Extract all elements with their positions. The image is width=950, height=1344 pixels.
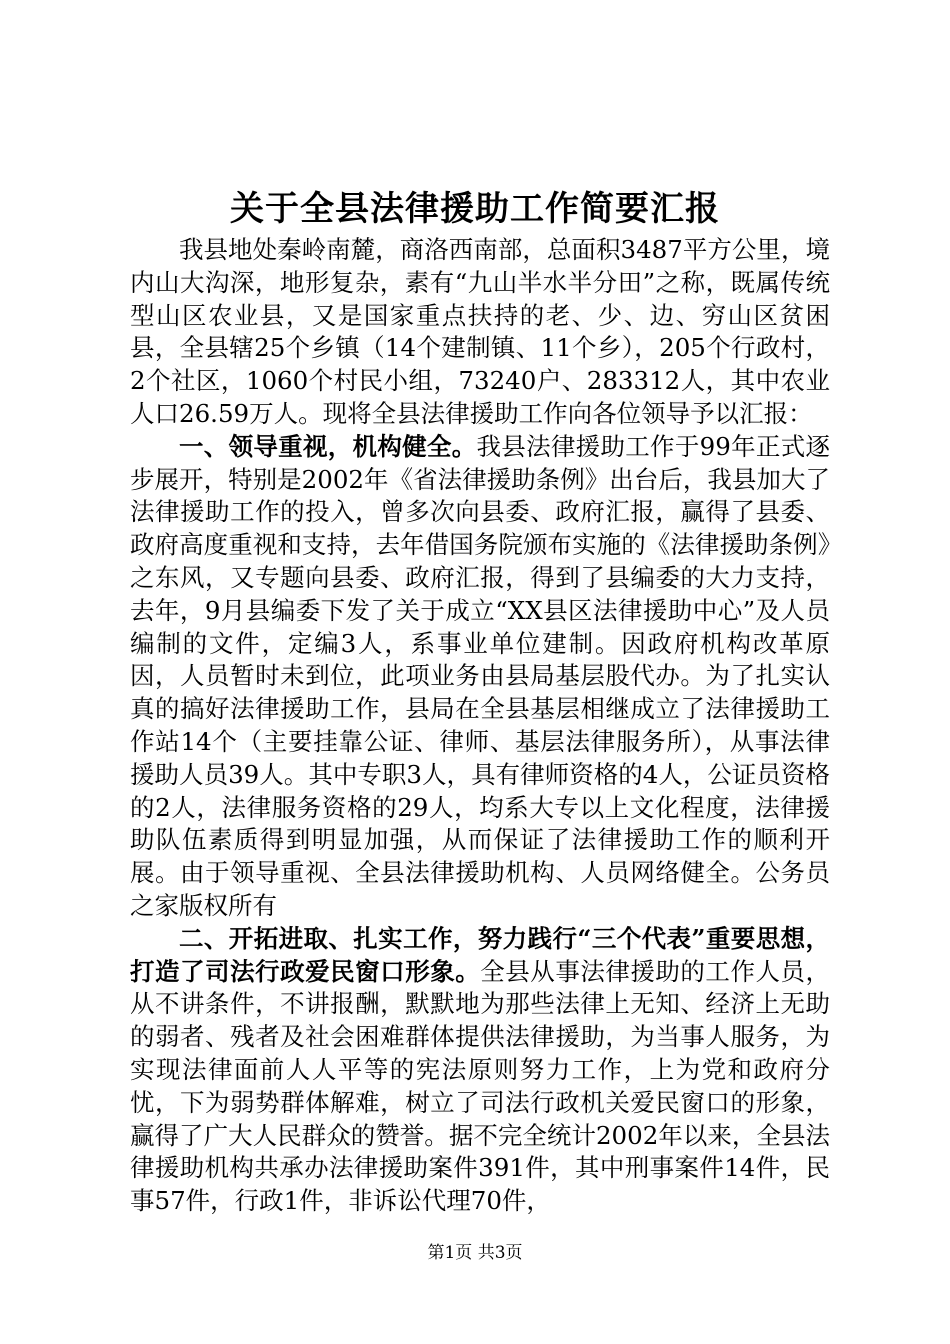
paragraph-text: 我县法律援助工作于99年正式逐步展开，特别是2002年《省法律援助条例》出台后，我县加大了法律援助工作的投入，曾多次向县委、政府汇报，赢得了县委、政府高度重视和支持，去年借国务院颁布实施的《法律援助条例》之东风，又专题向县委、政府汇报，得到了县编委的大力支持，去年，9月县编委下发了关于成立“XX县区法律援助中心”及人员编制的文件，定编3人，系事业单位建制。因政府机构改革原因，人员暂时未到位，此项业务由县局基层股代办。为了扎实认真的搞好法律援助工作，县局在全县基层相继成立了法律援助工作站14个（主要挂靠公证、律师、基层法律服务所），从事法律援助人员39人。其中专职3人，具有律师资格的4人，公证员资格的2人，法律服务资格的29人，均系大专以上文化程度，法律援助队伍素质得到明显加强，从而保证了法律援助工作的顺利开展。由于领导重视、全县法律援助机构、人员网络健全。公务员之家版权所有 bbox=[130, 431, 830, 920]
paragraph-section-1 bbox=[130, 431, 830, 923]
paragraph-text: 全县从事法律援助的工作人员，从不讲条件，不讲报酬，默默地为那些法律上无知、经济上无助的弱者、残者及社会困难群体提供法律援助，为当事人服务，为实现法律面前人人平等的宪法原则努力工作，上为党和政府分忧，下为弱势群体解难，树立了司法行政机关爱民窗口的形象，赢得了广大人民群众的赞誉。据不完全统计2002年以来，全县法律援助机构共承办法律援助案件391件，其中刑事案件14件，民事57件，行政1件，非诉讼代理70件， bbox=[130, 956, 831, 1216]
section-2-heading: 二、开拓进取、扎实工作，努力践行“三个代表”重要思想，打造了司法行政爱民窗口形象。 bbox=[130, 923, 830, 986]
document-title: 关于全县法律援助工作简要汇报 bbox=[230, 189, 720, 229]
paragraph-section-2 bbox=[130, 923, 830, 1218]
document-body bbox=[130, 234, 830, 1218]
page-number: 第1页 共3页 bbox=[427, 1243, 523, 1263]
section-1-heading: 一、领导重视，机构健全。 bbox=[179, 431, 477, 461]
paragraph-text: 我县地处秦岭南麓，商洛西南部，总面积3487平方公里，境内山大沟深，地形复杂，素有“九山半水半分田”之称，既属传统型山区农业县，又是国家重点扶持的老、少、边、穷山区贫困县，全县辖25个乡镇（14个建制镇、11个乡），205个行政村，2个社区，1060个村民小组，73240户、283312人，其中农业人口26.59万人。现将全县法律援助工作向各位领导予以汇报： bbox=[130, 235, 830, 428]
paragraph-intro bbox=[130, 234, 830, 431]
